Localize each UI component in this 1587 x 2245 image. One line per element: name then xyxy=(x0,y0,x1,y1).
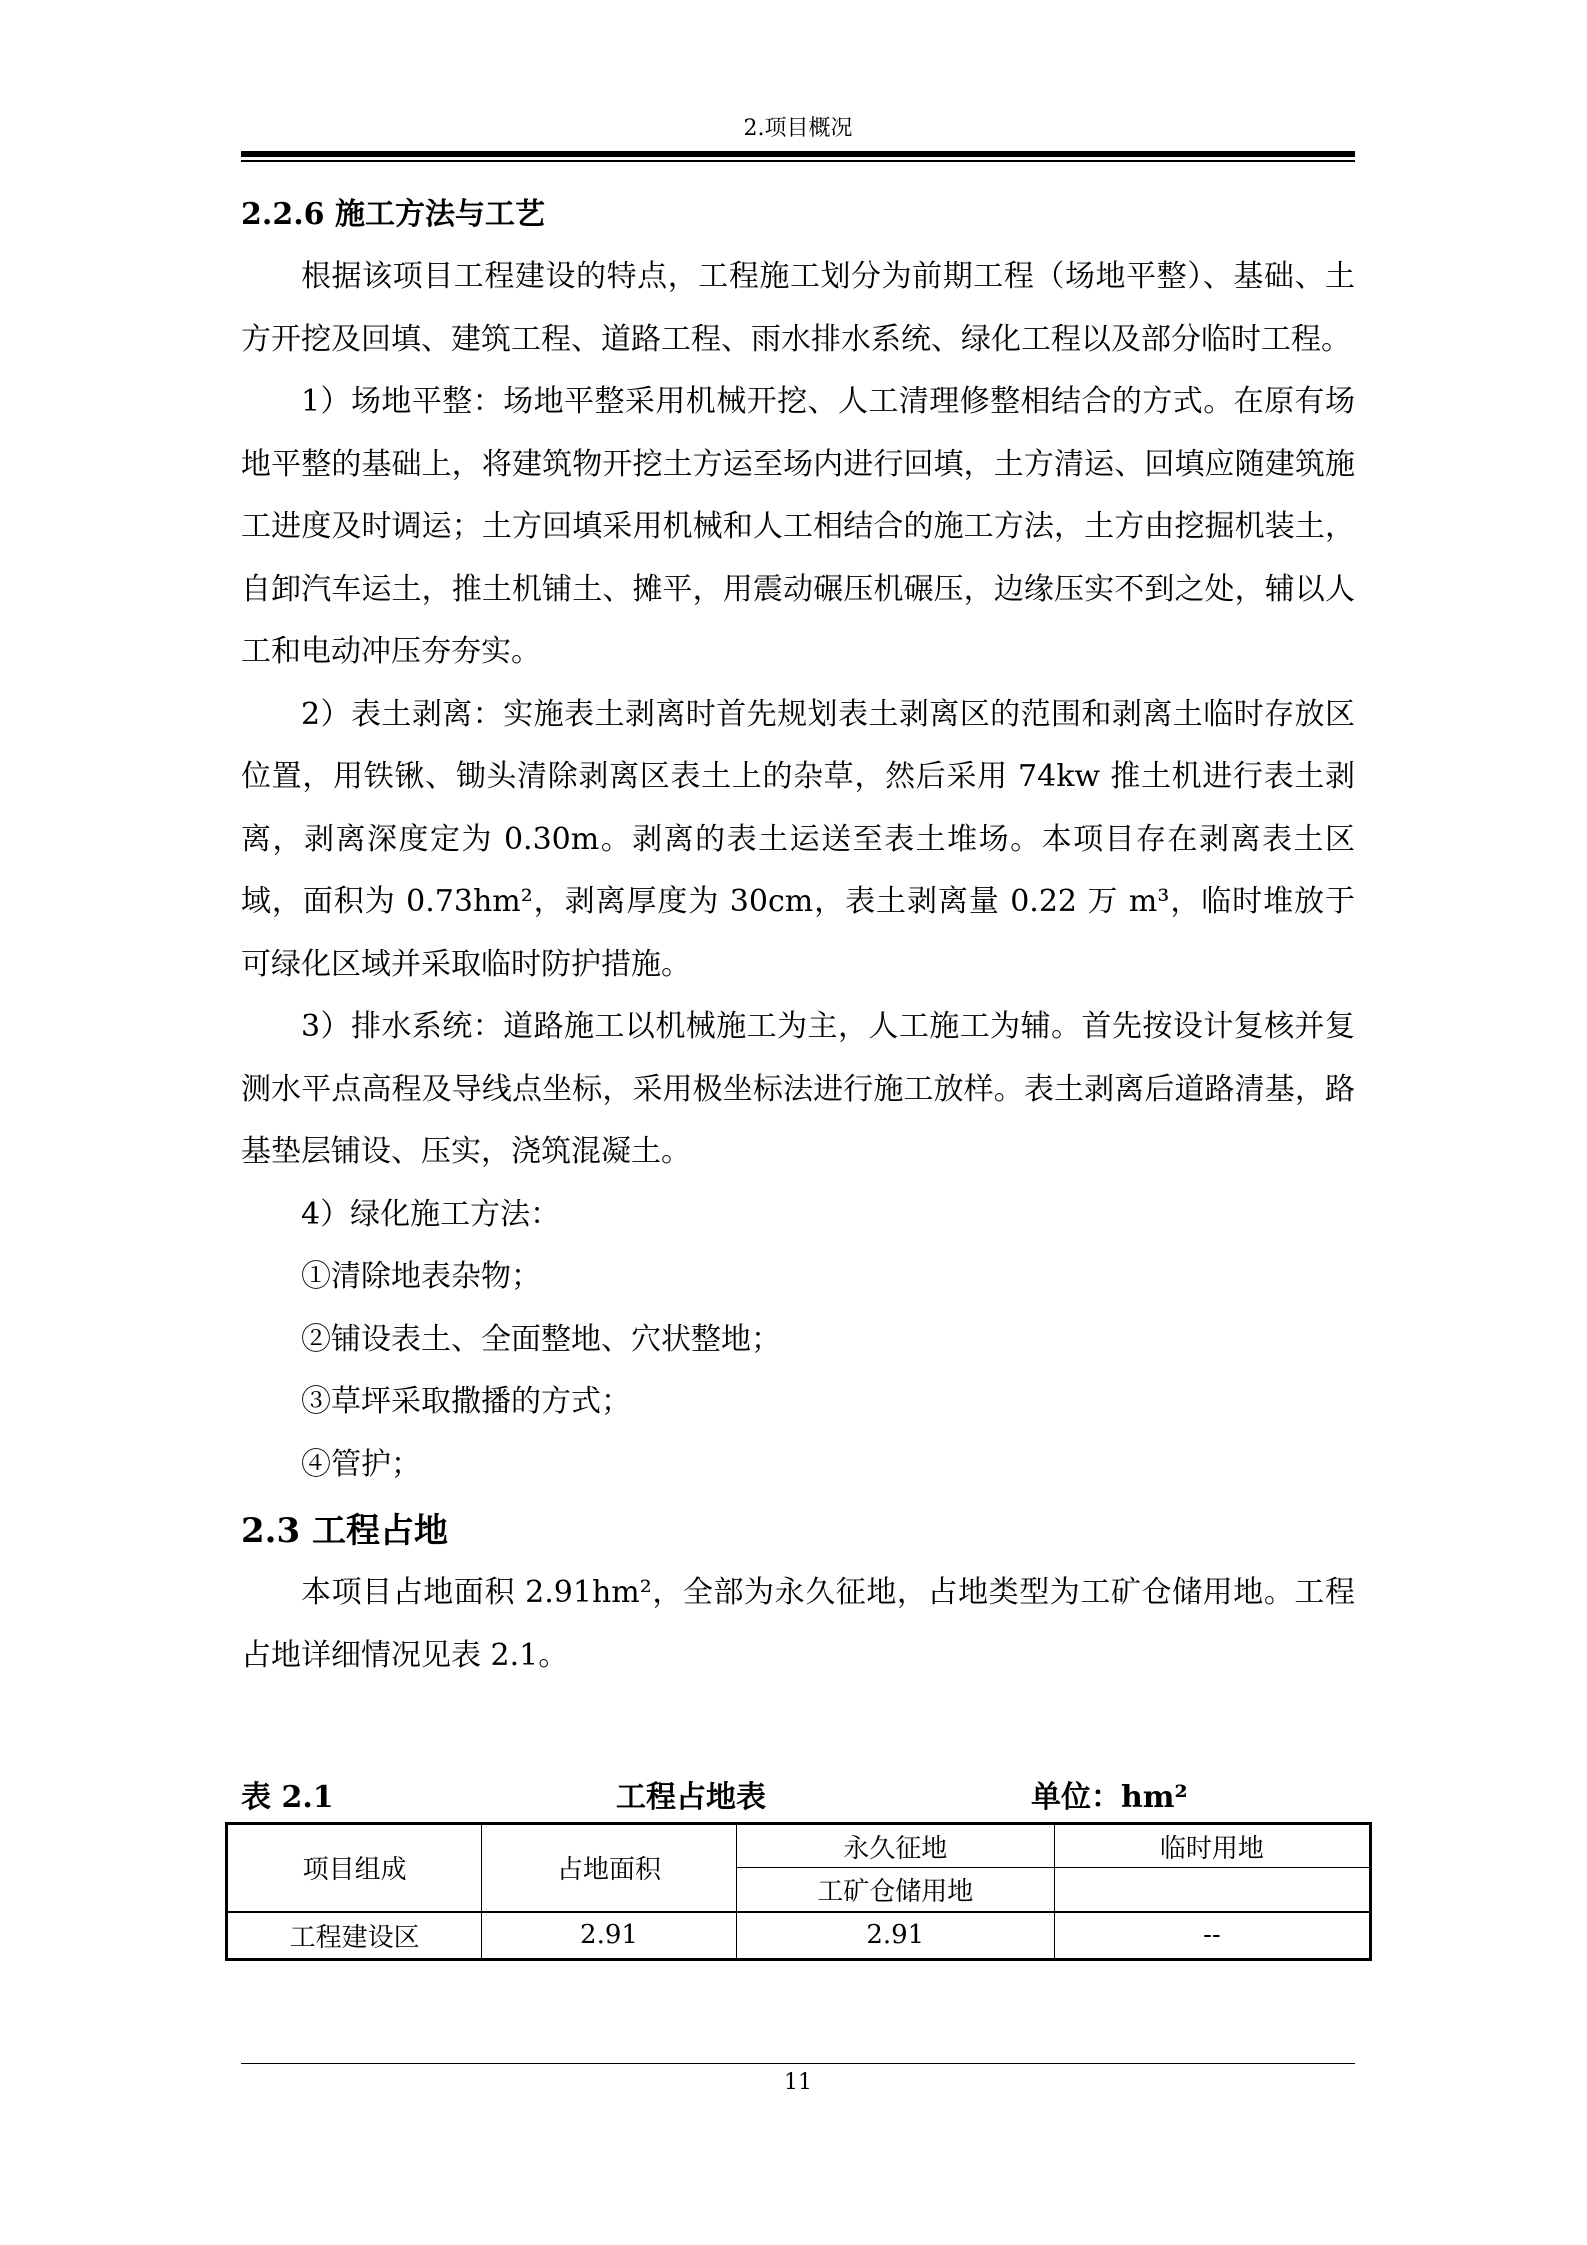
cell-permanent-area: 2.91 xyxy=(736,1912,1054,1960)
subheader-temporary-empty xyxy=(1054,1868,1370,1912)
paragraph-topsoil-stripping: 2）表土剥离：实施表土剥离时首先规划表土剥离区的范围和剥离土临时存放区位置，用铁锹、锄头清除剥离区表土上的杂草，然后采用 74kw 推土机进行表土剥离，剥离深度定为 0.30m。剥离的表土运送至表土堆场。本项目存在剥离表土区域，面积为 0.73hm²，剥离厚度为 30cm，表土剥离量 0.22 万 m³，临时堆放于可绿化区域并采取临时防护措施。 xyxy=(241,696,1355,982)
cell-project-name: 工程建设区 xyxy=(227,1912,482,1960)
paragraph-site-leveling: 1）场地平整：场地平整采用机械开挖、人工清理修整相结合的方式。在原有场地平整的基础上，将建筑物开挖土方运至场内进行回填，土方清运、回填应随建筑施工进度及时调运；土方回填采用机械和人工相结合的施工方法，土方由挖掘机装土，自卸汽车运土，推土机铺土、摊平，用震动碾压机碾压，边缘压实不到之处，辅以人工和电动冲压夯夯实。 xyxy=(241,384,1355,669)
header-rule-thick xyxy=(241,151,1355,157)
header-occupied-area: 占地面积 xyxy=(482,1824,736,1912)
list-item-clear-debris: ①清除地表杂物； xyxy=(301,1259,541,1294)
cell-occupied-area: 2.91 xyxy=(482,1912,736,1960)
footer-rule xyxy=(241,2063,1355,2064)
table-unit: 单位：hm² xyxy=(1031,1780,1188,1815)
running-header: 2.项目概况 xyxy=(743,116,853,141)
header-rule-thin xyxy=(241,160,1355,162)
subheader-industrial-storage: 工矿仓储用地 xyxy=(736,1868,1054,1912)
header-temporary-land: 临时用地 xyxy=(1054,1824,1370,1868)
paragraph-land-occupation: 本项目占地面积 2.91hm²，全部为永久征地，占地类型为工矿仓储用地。工程占地详细情况见表 2.1。 xyxy=(241,1575,1355,1673)
header-project-composition: 项目组成 xyxy=(227,1824,482,1912)
paragraph-greening-method: 4）绿化施工方法： xyxy=(301,1196,561,1232)
table-header-row xyxy=(227,1824,1371,1868)
table-number: 表 2.1 xyxy=(241,1780,334,1815)
body-content xyxy=(241,184,1355,1687)
cell-temporary-area: -- xyxy=(1054,1912,1370,1960)
table-caption xyxy=(241,1776,1355,1820)
land-occupation-table xyxy=(225,1822,1372,1961)
section-heading-2-3: 2.3 工程占地 xyxy=(241,1511,448,1551)
page-number: 11 xyxy=(784,2070,812,2095)
list-item-maintenance: ④管护； xyxy=(301,1446,421,1482)
list-item-lay-topsoil: ②铺设表土、全面整地、穴状整地； xyxy=(301,1321,781,1357)
section-heading-2-2-6: 2.2.6 施工方法与工艺 xyxy=(241,197,545,232)
header-permanent-land: 永久征地 xyxy=(736,1824,1054,1868)
table-title: 工程占地表 xyxy=(616,1780,766,1815)
paragraph-drainage-system: 3）排水系统：道路施工以机械施工为主，人工施工为辅。首先按设计复核并复测水平点高程及导线点坐标，采用极坐标法进行施工放样。表土剥离后道路清基，路基垫层铺设、压实，浇筑混凝土。 xyxy=(241,1009,1355,1169)
list-item-lawn-seeding: ③草坪采取撒播的方式； xyxy=(301,1384,631,1419)
table-row xyxy=(227,1912,1371,1960)
paragraph-intro: 根据该项目工程建设的特点，工程施工划分为前期工程（场地平整）、基础、土方开挖及回填、建筑工程、道路工程、雨水排水系统、绿化工程以及部分临时工程。 xyxy=(241,259,1355,357)
